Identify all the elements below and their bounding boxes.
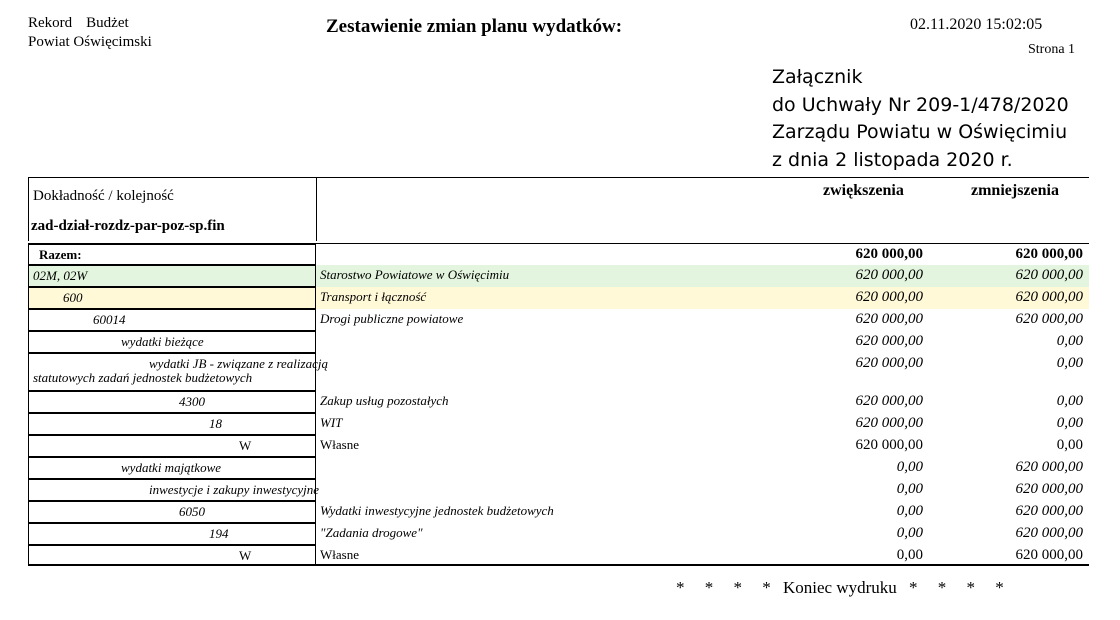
row-increase: 620 000,00 <box>855 393 923 409</box>
row-decrease: 620 000,00 <box>1015 525 1083 541</box>
row-code: wydatki JB - związane z realizacją <box>149 356 328 371</box>
row-decrease: 0,00 <box>1056 393 1083 409</box>
row-code: W <box>239 438 252 453</box>
row-decrease: 0,00 <box>1056 355 1083 371</box>
row-increase: 620 000,00 <box>855 267 923 283</box>
report-title: Zestawienie zmian planu wydatków: <box>326 16 623 37</box>
table-row <box>28 457 1089 479</box>
row-code: 18 <box>209 416 222 431</box>
row-name: Drogi publiczne powiatowe <box>320 311 464 326</box>
footer-stars-left: * * * * <box>676 578 779 597</box>
attachment-line-2: do Uchwały Nr 209-1/478/2020 <box>772 93 1069 116</box>
row-name: Transport i łączność <box>320 289 427 304</box>
total-row <box>28 243 1089 265</box>
row-code: 6050 <box>179 504 205 519</box>
row-decrease: 620 000,00 <box>1015 503 1083 519</box>
table-bottom-rule <box>28 564 1089 566</box>
table-row <box>28 479 1089 501</box>
row-name: WIT <box>320 415 343 430</box>
table-row <box>28 265 1089 287</box>
row-decrease: 620 000,00 <box>1015 267 1083 283</box>
table-row <box>28 353 1089 391</box>
attachment-note <box>772 64 1069 174</box>
row-increase: 620 000,00 <box>855 355 923 371</box>
total-label: Razem: <box>39 247 82 262</box>
row-code: wydatki bieżące <box>121 334 204 349</box>
row-decrease: 0,00 <box>1056 415 1083 431</box>
end-of-print <box>676 578 1012 598</box>
column-header-decrease: zmniejszenia <box>971 182 1059 199</box>
total-decrease: 620 000,00 <box>1015 246 1083 262</box>
report-source <box>28 14 152 52</box>
attachment-line-1: Załącznik <box>772 66 863 88</box>
table-row <box>28 435 1089 457</box>
row-decrease: 620 000,00 <box>1015 459 1083 475</box>
row-increase: 0,00 <box>896 547 923 563</box>
table-row <box>28 501 1089 523</box>
table-row <box>28 413 1089 435</box>
organization-name: Powiat Oświęcimski <box>28 34 152 50</box>
footer-text: Koniec wydruku <box>783 578 897 597</box>
row-code: inwestycje i zakupy inwestycyjne <box>149 482 320 497</box>
header-precision: Dokładność / kolejność <box>33 188 174 204</box>
row-increase: 0,00 <box>896 503 923 519</box>
app-name: Rekord <box>28 15 73 31</box>
row-name: Wydatki inwestycyjne jednostek budżetowych <box>320 503 554 518</box>
row-name: Własne <box>320 547 359 562</box>
row-code: wydatki majątkowe <box>121 460 222 475</box>
row-increase: 0,00 <box>896 525 923 541</box>
row-code: 600 <box>63 290 83 305</box>
table-row <box>28 391 1089 413</box>
row-code: 60014 <box>93 312 126 327</box>
row-decrease: 620 000,00 <box>1015 289 1083 305</box>
row-name: Własne <box>320 437 359 452</box>
row-code-continued: statutowych zadań jednostek budżetowych <box>33 370 253 385</box>
row-increase: 0,00 <box>896 481 923 497</box>
row-decrease: 620 000,00 <box>1015 311 1083 327</box>
row-decrease: 0,00 <box>1056 333 1083 349</box>
row-increase: 620 000,00 <box>855 415 923 431</box>
row-name: Starostwo Powiatowe w Oświęcimiu <box>320 267 510 282</box>
row-increase: 620 000,00 <box>855 437 923 453</box>
page-number: Strona 1 <box>1028 42 1076 57</box>
row-name: "Zadania drogowe" <box>320 525 423 540</box>
row-decrease: 620 000,00 <box>1015 481 1083 497</box>
print-datetime: 02.11.2020 15:02:05 <box>910 16 1043 33</box>
table-row <box>28 545 1089 565</box>
row-decrease: 0,00 <box>1056 437 1083 453</box>
row-increase: 620 000,00 <box>855 289 923 305</box>
row-increase: 0,00 <box>896 459 923 475</box>
table-header-left-cell <box>28 177 317 241</box>
row-increase: 620 000,00 <box>855 311 923 327</box>
total-increase: 620 000,00 <box>855 246 923 262</box>
row-code: W <box>239 548 252 563</box>
row-name: Zakup usług pozostałych <box>320 393 449 408</box>
footer-stars-right: * * * * <box>909 578 1012 597</box>
row-code: 194 <box>209 526 229 541</box>
module-name: Budżet <box>86 15 129 31</box>
column-header-increase: zwiększenia <box>823 182 904 199</box>
table-row <box>28 523 1089 545</box>
attachment-line-3: Zarządu Powiatu w Oświęcimiu <box>772 121 1068 143</box>
row-decrease: 620 000,00 <box>1015 547 1083 563</box>
attachment-line-4: z dnia 2 listopada 2020 r. <box>772 148 1013 171</box>
row-code: 02M, 02W <box>33 268 88 283</box>
header-order: zad-dział-rozdz-par-poz-sp.fin <box>31 218 225 234</box>
table-row <box>28 287 1089 309</box>
row-code: 4300 <box>179 394 205 409</box>
table-row <box>28 331 1089 353</box>
row-increase: 620 000,00 <box>855 333 923 349</box>
table-row <box>28 309 1089 331</box>
